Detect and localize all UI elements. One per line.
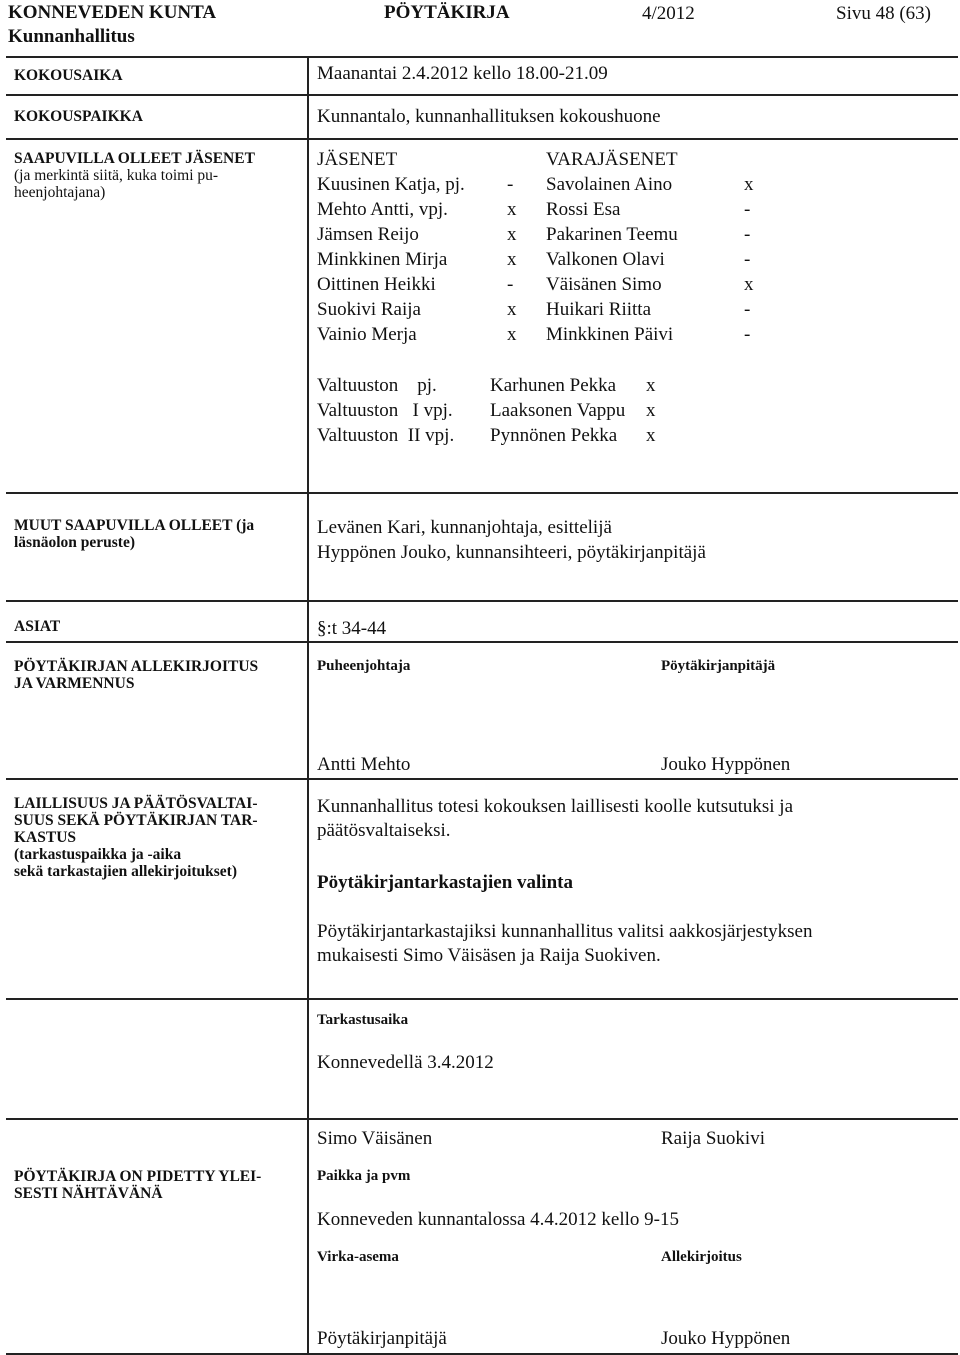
council-officer-name: Laaksonen Vappu [490,400,626,421]
present-members-label: SAAPUVILLA OLLEET JÄSENET (ja merkintä siitä, kuka toimi pu- heenjohtajana) [14,150,255,201]
member-attendance-mark: - [507,174,514,195]
divider [6,998,958,1000]
divider [6,778,958,780]
review-time-value: Konnevedellä 3.4.2012 [317,1052,494,1073]
deputy-attendance-mark: - [744,224,751,245]
reviewer-selection-text: mukaisesti Simo Väisäsen ja Raija Suokiven. [317,945,661,966]
member-name: Kuusinen Katja, pj. [317,174,465,195]
deputy-name: Minkkinen Päivi [546,324,674,345]
place-date-value: Konneveden kunnantalossa 4.4.2012 kello 9-15 [317,1209,679,1230]
deputy-name: Valkonen Olavi [546,249,665,270]
public-display-label: PÖYTÄKIRJA ON PIDETTY YLEI- SESTI NÄHTÄVÄNÄ [14,1168,262,1202]
position-value: Pöytäkirjanpitäjä [317,1328,447,1349]
signature-caption: Allekirjoitus [661,1249,742,1265]
others-present-line: Levänen Kari, kunnanjohtaja, esittelijä [317,517,612,538]
meeting-time-label: KOKOUSAIKA [14,67,123,84]
items-value: §:t 34-44 [317,618,387,639]
member-attendance-mark: x [507,249,517,270]
others-present-label: MUUT SAAPUVILLA OLLEET (ja läsnäolon peruste) [14,517,255,551]
member-name: Jämsen Reijo [317,224,419,245]
deputy-name: Rossi Esa [546,199,621,220]
member-name: Suokivi Raija [317,299,421,320]
council-officer-title: Valtuuston II vpj. [317,425,455,446]
document-number: 4/2012 [642,3,695,24]
legality-text: Kunnanhallitus totesi kokouksen laillisesti koolle kutsutuksi ja [317,796,794,817]
council-officer-name: Karhunen Pekka [490,375,617,396]
member-name: Mehto Antti, vpj. [317,199,448,220]
legality-label: LAILLISUUS JA PÄÄTÖSVALTAI- SUUS SEKÄ PÖYTÄKIRJAN TAR- KASTUS (tarkastuspaikka ja -aika sekä tarkastajien allekirjoitukset) [14,795,258,880]
reviewer-selection-heading: Pöytäkirjantarkastajien valinta [317,872,573,893]
divider [6,138,958,140]
chair-caption: Puheenjohtaja [317,658,411,674]
meeting-place-label: KOKOUSPAIKKA [14,108,143,125]
council-officer-name: Pynnönen Pekka [490,425,618,446]
page-number: Sivu 48 (63) [836,3,931,24]
member-attendance-mark: x [507,224,517,245]
legality-text: päätösvaltaiseksi. [317,820,451,841]
review-time-caption: Tarkastusaika [317,1012,409,1028]
deputy-name: Savolainen Aino [546,174,673,195]
member-attendance-mark: - [507,274,514,295]
position-caption: Virka-asema [317,1249,399,1265]
member-attendance-mark: x [507,324,517,345]
deputy-name: Huikari Riitta [546,299,652,320]
deputy-attendance-mark: - [744,199,751,220]
header-divider [6,56,958,58]
deputy-name: Pakarinen Teemu [546,224,678,245]
divider [6,641,958,643]
divider [6,600,958,602]
council-officer-title: Valtuuston I vpj. [317,400,453,421]
signer-name: Jouko Hyppönen [661,1328,791,1349]
deputy-attendance-mark: x [744,274,754,295]
divider [6,1118,958,1120]
deputy-attendance-mark: - [744,299,751,320]
divider [6,492,958,494]
deputies-header: VARAJÄSENET [546,149,678,170]
reviewer-selection-text: Pöytäkirjantarkastajiksi kunnanhallitus valitsi aakkosjärjestyksen [317,921,813,942]
governing-body: Kunnanhallitus [8,26,135,47]
council-officer-mark: x [646,400,656,421]
secretary-name: Jouko Hyppönen [661,754,791,775]
organization-name: KONNEVEDEN KUNTA [8,2,217,23]
deputy-attendance-mark: - [744,249,751,270]
others-present-line: Hyppönen Jouko, kunnansihteeri, pöytäkirjanpitäjä [317,542,706,563]
member-name: Minkkinen Mirja [317,249,448,270]
member-attendance-mark: x [507,199,517,220]
reviewer-name: Simo Väisänen [317,1128,433,1149]
member-name: Oittinen Heikki [317,274,436,295]
document-type: PÖYTÄKIRJA [384,2,510,23]
signature-label: PÖYTÄKIRJAN ALLEKIRJOITUS JA VARMENNUS [14,658,259,692]
members-header: JÄSENET [317,149,398,170]
council-officer-mark: x [646,375,656,396]
member-name: Vainio Merja [317,324,417,345]
secretary-caption: Pöytäkirjanpitäjä [661,658,776,674]
place-date-caption: Paikka ja pvm [317,1168,411,1184]
meeting-place-value: Kunnantalo, kunnanhallituksen kokoushuone [317,106,661,127]
council-officer-title: Valtuuston pj. [317,375,437,396]
deputy-attendance-mark: x [744,174,754,195]
deputy-name: Väisänen Simo [546,274,662,295]
chair-name: Antti Mehto [317,754,411,775]
items-label: ASIAT [14,618,61,635]
deputy-attendance-mark: - [744,324,751,345]
reviewer-name: Raija Suokivi [661,1128,765,1149]
meeting-time-value: Maanantai 2.4.2012 kello 18.00-21.09 [317,63,608,84]
council-officer-mark: x [646,425,656,446]
divider [6,94,958,96]
column-divider [307,56,309,1354]
section-sign: § [317,618,327,639]
member-attendance-mark: x [507,299,517,320]
